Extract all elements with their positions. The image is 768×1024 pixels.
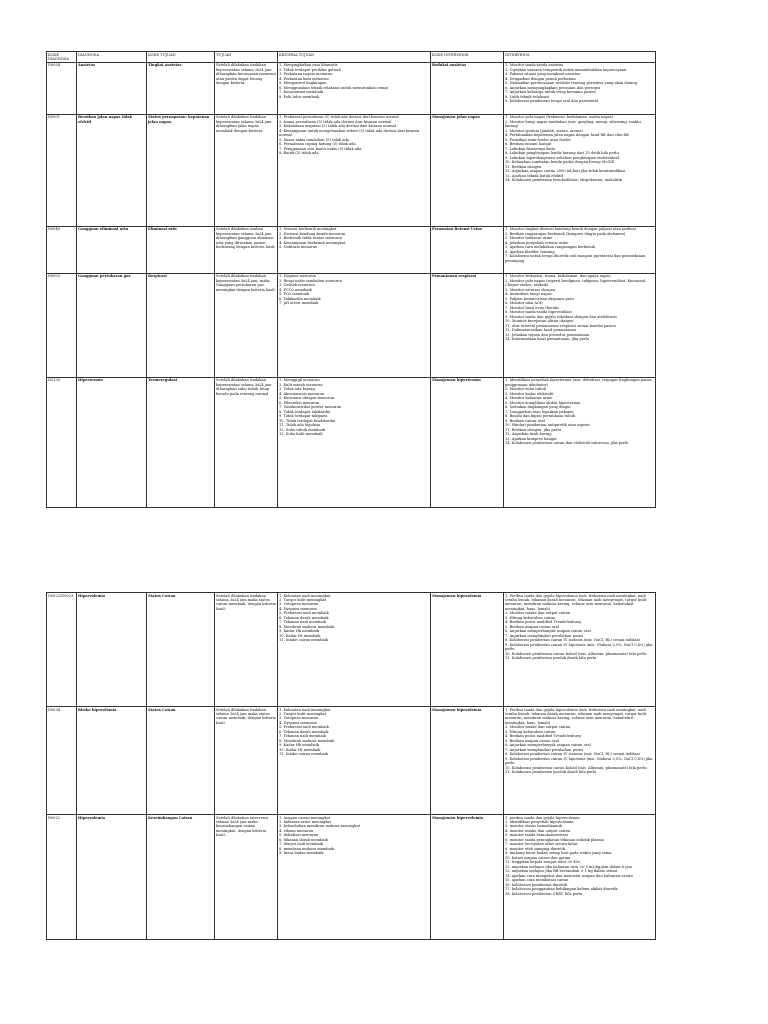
criteria-cell [278, 114, 431, 226]
criteria-item: 3. Berkemih tidak tuntas menurun [279, 236, 342, 241]
criteria-item: 9. Kadar Hb membaik [279, 743, 319, 748]
action-item: 17. kolaborasi penggantian kehilangan kalium akibat diuretik [505, 887, 618, 892]
criteria-item: 1. Sensasi berkemih meningkat [279, 227, 337, 232]
actions-cell [504, 377, 656, 507]
goal-cell: Setelah dilakukan tindakan keperawatan 3x24 jam, maka Gangguan pertukaran gas meningkat dengan kriteria hasil: [215, 273, 278, 377]
action-item: 2. Monitor bunyi napas tambahan (mis. gurgling, mengi, wheezing, ronkhi kering) [505, 119, 641, 129]
intervention-cell: Manajemen hipovolemia [431, 593, 504, 707]
action-item: 7. Anjurkan menghindari perubahan posisi [505, 747, 584, 752]
outcome-cell: Status Cairan [147, 593, 215, 707]
outcome-cell: Respirasi [147, 273, 215, 377]
action-item: 1. Identifikasi penyebab hipertermia (mis. dehidrasi, terpapar lingkungan panas, penggunaan inkubator) [505, 378, 653, 387]
criteria-cell [278, 707, 431, 815]
table-row [47, 62, 656, 114]
action-item: 3. Monitor kadar elektrolit [505, 391, 554, 396]
actions-cell [504, 707, 656, 815]
criteria-item: 1. Frekuensi pernafasan (5) tidak ada deviasi dari kisaran normal [279, 115, 399, 120]
action-item: 5. monitor tanda hemokonsentrasi [505, 833, 568, 838]
action-item: 4. monitor intake dan output cairan [505, 828, 571, 833]
action-item: 4. Dengarkan dengan penuh perhatian [505, 76, 576, 81]
diagnosis-cell: Hipervolemia [77, 593, 147, 707]
criteria-item: 7. pH arteri membaik [279, 301, 319, 306]
criteria-item: 3. Perkataan ragam menurun [279, 72, 333, 77]
outcome-cell: Status Cairan [147, 707, 215, 815]
action-item: 1. Monitor tingkat distensi kandung kemih dengan palpasi atau perkusi [505, 227, 636, 232]
intervention-cell: Pemantauan respirasi [431, 273, 504, 377]
criteria-item: 6. tekanan darah membaik [279, 837, 328, 842]
criteria-item: 7. Tekanan nadi membaik [279, 620, 326, 625]
action-item: 9. timbang berat badan setiap hari pada waktu yang sama [505, 851, 612, 856]
criteria-item: 6. Takikardia membaik [279, 296, 321, 301]
criteria-item: 12. Suhu tubuh membaik [279, 427, 325, 432]
action-item: 9. Lakukan hiperoksigenasi sebelum penghisapan endotrakeal [505, 155, 619, 160]
action-item: 4. Jelaskan penyebab retensi urine [505, 240, 569, 245]
goal-cell: Setelah dilakukan tindakan selama 3x24 jam maka status cairan membaik, dengan kriteria hasil: [215, 593, 278, 707]
action-item: 4. Pertahankan kepatenan jalan napas dengan head-lift dan chin-lift [505, 133, 629, 138]
diagnosis-cell: Bersihan jalan napas tidak efektif [77, 114, 147, 226]
action-item: 9. Kolaborasi pemberian cairan IV hipotonis (mis. Glukosa 2,5%, NaCl 0,4%) jika perlu [505, 756, 653, 766]
criteria-item: 5. Frekuensi nadi membaik [279, 611, 329, 616]
action-item: 1. Monitor frekuensi, irama, kedalaman, dan upaya napas [505, 274, 611, 279]
action-item: 7. Lakukan fisioterapi dada [505, 146, 555, 151]
action-item: 2. Ciptakan suasana terapeutik untuk menumbuhkan kepercayaan [505, 67, 627, 72]
header-diagnosis-code: KODE DIAGNOSA [47, 52, 77, 63]
action-item: 7. Kolaborasi untuk terapi diuretik oral maupun parenteral dan pemeriksaan penunjang [505, 254, 646, 263]
criteria-item: 8. membran mukosa membaik [279, 846, 335, 851]
action-item: 2. Monitor suhu tubuh [505, 387, 546, 392]
diagnosis-cell: Ansietas [77, 62, 147, 114]
criteria-item: 5. Nokturia menurun [279, 245, 318, 250]
diagnosis-code-cell: D0003 [47, 273, 77, 377]
diagnosis-code-cell: D0130 [47, 377, 77, 507]
action-item: 1. Monitor tanda-tanda ansietas [505, 63, 564, 68]
criteria-item: 10. Kadar Ht membaik [279, 747, 321, 752]
action-item: 8. Basahi dan kipasi permukaan tubuh [505, 414, 576, 419]
action-item: 15. ajarkan cara membatasi cairan [505, 878, 569, 883]
criteria-item: 8. Batuk (5) tidak ada [279, 151, 319, 156]
action-item: 2. Monitor intake dan output cairan [505, 611, 571, 616]
action-item: 10. Kolaborasi pemberian cairan koloid (mis. Albumin, plasmanate) bila perlu [505, 651, 647, 656]
criteria-item: 6. Tekanan darah membaik [279, 615, 329, 620]
diagnosis-code-cell: D0022/D0023 [47, 593, 77, 707]
action-item: 10. Hindari pemberian antipiretik atau aspirin [505, 423, 590, 428]
goal-cell: Setelah dilakukan tindakan keperawatan selama 3x24 jam diharapkan jalan napas membaik dengan kriteria: [215, 114, 278, 226]
action-item: 3. Monitor sputum (jumlah, warna, aroma) [505, 128, 583, 133]
criteria-item: 9. Tidak terdapat takipnea [279, 414, 328, 419]
criteria-item: 13. Suhu kulit membaik [279, 432, 323, 437]
action-item: 6. monitor tanda peningkatan tekanan onkotik plasma [505, 837, 604, 842]
criteria-item: 1. Menyingkirkan rasa khawatir [279, 63, 338, 68]
criteria-item: 4. Perkataan kata menurun [279, 76, 329, 81]
actions-cell [504, 815, 656, 940]
action-item: 6. Ajarkan bladder training [505, 249, 555, 254]
criteria-item: 8. Membran mukosa membaik [279, 624, 335, 629]
action-item: 13. Jelaskan tujuan dan prosedur pemantauan [505, 332, 590, 337]
action-item: 3. Monitor saturasi oksigen [505, 287, 556, 292]
criteria-item: 5. Konsumsi oksigen menurun [279, 396, 335, 401]
table-row [47, 114, 656, 226]
criteria-item: 2. Bunyi nafas tambahan menurun [279, 278, 342, 283]
actions-cell [504, 114, 656, 226]
care-plan-table-2 [46, 592, 656, 940]
criteria-item: 3. Kedalaman inspirasi (5) tidak ada deviasi dari kisaran normal [279, 124, 396, 129]
table-row [47, 593, 656, 707]
criteria-item: 3. Ortopnea menurun [279, 602, 319, 607]
action-item: 2. Monitor intake dan output cairan [505, 725, 571, 730]
criteria-item: 11. Intake cairan membaik [279, 752, 328, 757]
action-item: 10. Kolaborasi pemberian cairan koloid (mis. Albumin, plasmanate) bila perlu [505, 765, 647, 770]
action-item: 10. batasi asupan cairan dan garam [505, 855, 571, 860]
action-item: 8. monitor efek samping diuretik [505, 846, 565, 851]
table-row [47, 226, 656, 273]
header-intervention-code: KODE INTERVENSI [431, 52, 504, 63]
criteria-item: 4. Kemampuan berkemih meningkat [279, 240, 346, 245]
criteria-cell [278, 273, 431, 377]
table-row [47, 815, 656, 940]
criteria-item: 10. Tidak terdapat bradikardia [279, 418, 336, 423]
action-item: 1. Periksa tanda dan gejala hipovolemia (mis. frekuensi nadi meningkat, nadi teraba lemah, tekanan darah menurun, tekanan nadi menyempit, turgor kulit menurun, membran mukosa kering, volume urin menurun, hematokrit meningkat, haus, lemah) [505, 707, 647, 725]
diagnosis-code-cell: D0034 [47, 707, 77, 815]
action-item: 8. Kolaborasi pemberian cairan IV isotonis (mis. NaCl, RL) sesuai indikasi [505, 638, 640, 643]
criteria-item: 1. Kekuatan nadi meningkat [279, 707, 331, 712]
criteria-item: 4. Kemampuan untuk mengeluarkan sekret (5) tidak ada deviasi dari kisaran normal [279, 128, 420, 138]
action-item: 5. Monitor komplikasi akibat hipertermia [505, 400, 581, 405]
table-header-row [47, 52, 656, 63]
action-item: 1. periksa tanda dan gejala hipervolemia [505, 815, 580, 820]
criteria-item: 10. Kadar Ht membaik [279, 633, 321, 638]
criteria-item: 5. Suara nafas tambahan (5) tidak ada [279, 137, 349, 142]
action-item: 5. Berikan asupan cairan oral [505, 624, 559, 629]
criteria-item: 3. kelembaban membran mukosa meningkat [279, 824, 361, 829]
diagnosis-cell: Hipervolemia [77, 815, 147, 940]
action-item: 4. Monitor haluaran urine [505, 396, 553, 401]
action-item: 7. Anjurkan keluarga untuk tetap bersama pasien [505, 90, 596, 95]
action-item: 11. tinggikan kepala tempat tidur 30-40o [505, 860, 581, 865]
intervention-cell: Manajemen hipertermia [431, 377, 504, 507]
action-item: 16. kolaborasi pemberian diuretik [505, 882, 568, 887]
action-item: 7. monitor kecepatan infus secara ketat [505, 842, 578, 847]
header-goal: TUJUAN [215, 52, 278, 63]
diagnosis-code-cell: D0022 [47, 815, 77, 940]
action-item: 1. Monitor pola napas (frekuensi, kedalaman, usaha napas) [505, 115, 614, 120]
action-item: 13. anjurkan melapor jika BB bertambah > 1 kg dalam sehari [505, 869, 618, 874]
action-item: 6. Anjurkan mengungkapkan perasaan dan persepsi [505, 85, 601, 90]
action-item: 12. Dokumentasikan hasil pemantauan [505, 328, 576, 333]
goal-cell: Setelah dilakukan asuhan keperawatan selama 3x24 jam diharapkan gangguan eliminasi urin yang dirasakan pasien berkurang dengan kriteria hasil: [215, 226, 278, 273]
action-item: 3. Hitung kebutuhan cairan [505, 615, 556, 620]
action-item: 7. Anjurkan menghindari perubahan posisi [505, 633, 584, 638]
criteria-item: 4. edema menurun [279, 828, 314, 833]
action-item: 8. Monitor tanda-tanda hipoventilasi [505, 310, 572, 315]
diagnosis-cell: Gangguan pertukaran gas [77, 273, 147, 377]
criteria-item: 4. Akrosianosis menurun [279, 391, 325, 396]
table-1-body [47, 62, 656, 507]
criteria-item: 4. Dyspnea menurun [279, 720, 317, 725]
action-item: 9. Kolaborasi pemberian cairan IV hipotonis (mis. Glukosa 2,5%, NaCl 0,4%) jika perlu [505, 642, 653, 652]
action-item: 3. Monitor haluaran urine [505, 236, 553, 241]
criteria-item: 7. Konsentrasi membaik [279, 90, 324, 95]
action-item: 9. Berikan cairan oral [505, 418, 545, 423]
criteria-item: 8. Membran mukosa membaik [279, 738, 335, 743]
goal-cell: Setelah dilakukan intervensi selama 3x24 jam maka keseimbangan cairan meningkat, dengan kriteria hasil: [215, 815, 278, 940]
criteria-item: 7. Vasokonstriksi perifer menurun [279, 405, 342, 410]
goal-cell: Setelah dilakukan tindakan keperawatan selama 3x24 jam diharapkan kecemasan menurun atau pasien dapat tenang dengan kriteria: [215, 62, 278, 114]
action-item: 8. Kolaborasi pemberian cairan IV isotonis (mis. NaCl, RL) sesuai indikasi [505, 752, 640, 757]
criteria-item: 9. Kadar Hb membaik [279, 629, 319, 634]
criteria-item: 6. Piloereksi menurun [279, 400, 320, 405]
action-item: 5. Posisikan semi-fowler atau fowler [505, 137, 571, 142]
action-item: 12. anjurkan melapor jika haluaran urin <0,5 mL/kg/jam dalam 6 jam [505, 864, 632, 869]
criteria-item: 2. Distensi kandung kemih menurun [279, 231, 346, 236]
action-item: 7. Longgarkan atau lepaskan pakaian [505, 409, 574, 414]
actions-cell [504, 62, 656, 114]
action-item: 8. Lakukan penghisapan lendir kurang dari 15 detik bila perlu [505, 151, 619, 156]
criteria-item: 2. Irama pernafasan (5) tidak ada deviasi dari kisaran normal [279, 119, 392, 124]
action-item: 5. Ajarkan cara melakukan rangsangan berkemih [505, 245, 596, 250]
criteria-item: 1. Asupan cairan meningkat [279, 815, 331, 820]
action-item: 18. kolaborasi pemberian CRRT, bila perlu [505, 891, 583, 896]
criteria-cell [278, 226, 431, 273]
header-intervention: INTERVENSI [504, 52, 656, 63]
intervention-cell: Manajemen hipervolemia [431, 815, 504, 940]
table-row [47, 707, 656, 815]
action-item: 3. monitor status hemodinamik [505, 824, 562, 829]
diagnosis-cell: Hipertermia [77, 377, 147, 507]
action-item: 6. Monitor nilai AGD [505, 301, 543, 306]
criteria-item: 2. Turgor kulit meningkat [279, 711, 327, 716]
criteria-item: 6. Menggunakan teknik relaksasi untuk menurunkan cemas [279, 85, 389, 90]
action-item: 2. Monitor pola napas (seperti bradipnea, takipnea, hiperventilasi, Kussmaul, Cheyne-stokes, ataksik) [505, 278, 647, 288]
action-item: 6. Berikan minum hangat [505, 142, 552, 147]
intervention-cell: Reduksi ansietas [431, 62, 504, 114]
criteria-item: 4. Dyspnea menurun [279, 606, 317, 611]
action-item: 11. Berikan oksigen, jika perlu [505, 427, 561, 432]
action-item: 8. Latih teknik relaksasi [505, 94, 549, 99]
action-item: 11. Kolaborasi pemberian produk darah bila perlu [505, 770, 597, 775]
criteria-cell [278, 815, 431, 940]
action-item: 10. Keluarkan sumbatan benda padat dengan forsep McGill [505, 160, 614, 165]
action-item: 2. Berikan rangsangan berkemih (kompres dingin pada abdomen) [505, 231, 626, 236]
criteria-item: 7. Tekanan nadi membaik [279, 734, 326, 739]
action-item: 5. Berikan asupan cairan oral [505, 738, 559, 743]
actions-cell [504, 273, 656, 377]
intervention-cell: Manajemen jalan napas [431, 114, 504, 226]
action-item: 7. Monitor hasil x-ray thoraks [505, 305, 560, 310]
intervention-cell: Manajemen hipovolemia [431, 707, 504, 815]
criteria-item: 11. Intake cairan membaik [279, 638, 328, 643]
criteria-item: 5. dehidrasi menurun [279, 833, 319, 838]
action-item: 5. Diskusikan perencanaan realistis tentang peristiwa yang akan datang [505, 81, 638, 86]
criteria-item: 5. PO2 membaik [279, 292, 310, 297]
action-item: 3. Pahami situasi yang membuat ansietas [505, 72, 581, 77]
action-item: 12. Anjurkan asupan cairan 2000 ml/hari jika tidak kontraindikasi [505, 169, 626, 174]
action-item: 14. ajarkan cara mengukur dan mencatat asupan dan haluaran cairan [505, 873, 633, 878]
criteria-item: 6. Tekanan darah membaik [279, 729, 329, 734]
criteria-item: 2. Tidak terdapat perilaku gelisah [279, 67, 341, 72]
header-criteria: KRITERIA TUJUAN [278, 52, 431, 63]
criteria-item: 1. Kekuatan nadi meningkat [279, 593, 331, 598]
action-item: 4. Berikan posisi modified Trendelenburg [505, 620, 581, 625]
criteria-cell [278, 62, 431, 114]
action-item: 4. Berikan posisi modified Trendelenburg [505, 734, 581, 739]
action-item: 13. Ajarkan kompres hangat [505, 436, 557, 441]
criteria-item: 1. Menggigil menurun [279, 378, 320, 383]
outcome-cell: Keseimbangan Cairan [147, 815, 215, 940]
action-item: 11. Atur interval pemantauan respirasi sesuai kondisi pasien [505, 323, 616, 328]
criteria-item: 2. Turgor kulit meningkat [279, 597, 327, 602]
action-item: 11. Kolaborasi pemberian produk darah bila perlu [505, 656, 597, 661]
action-item: 14. Kolaborasi pemberian cairan dan elektrolit intravena, jika perlu [505, 441, 629, 446]
action-item: 14. Kolaborasi pemberian bronkodilator, ekspektoran, mukolitik [505, 178, 622, 183]
action-item: 9. Kolaborasi pemberian terapi oral dan parenteral [505, 99, 599, 104]
action-item: 1. Periksa tanda dan gejala hipovolemia (mis. frekuensi nadi meningkat, nadi teraba lemah, tekanan darah menurun, tekanan nadi menyempit, turgor kulit menurun, membran mukosa kering, volume urin menurun, hematokrit meningkat, haus, lemah) [505, 593, 647, 611]
diagnosis-cell: Gangguan eliminasi urin [77, 226, 147, 273]
diagnosis-cell: Risiko hipovolemia [77, 707, 147, 815]
diagnosis-code-cell: D0001 [47, 114, 77, 226]
criteria-item: 5. Frekuensi nadi membaik [279, 725, 329, 730]
criteria-item: 3. Gelisah menurun [279, 283, 315, 288]
action-item: 12. Anjurkan tirah baring [505, 432, 552, 437]
outcome-cell: Eliminasi urin [147, 226, 215, 273]
criteria-item: 8. Tidak terdapat takikardia [279, 409, 331, 414]
criteria-cell [278, 377, 431, 507]
action-item: 5. Palpasi kesimetrisan ekspansi paru [505, 296, 574, 301]
goal-cell: Setelah dilakukan tindakan selama 3x24 jam maka status cairan membaik, dengan kriteria hasil: [215, 707, 278, 815]
goal-cell: Setelah dilakukan tindakan keperawatan selama 3x24 jam diharapkan suhu tubuh tetap berada pada rentang normal [215, 377, 278, 507]
criteria-item: 6. Pernafasan cuping hidung (5) tidak ada [279, 142, 356, 147]
actions-cell [504, 593, 656, 707]
criteria-item: 9. berat badan membaik [279, 851, 324, 856]
table-2-body [47, 593, 656, 940]
criteria-item: 3. Ortopnea menurun [279, 716, 319, 721]
outcome-cell: Tingkat ansietas [147, 62, 215, 114]
action-item: 11. Berikan oksigen [505, 164, 542, 169]
action-item: 4. Auskultasi bunyi napas [505, 292, 552, 297]
outcome-cell: Termoregulasi [147, 377, 215, 507]
action-item: 9. Monitor tanda dan gejala toksikasi oksigen dan atelektasis [505, 314, 617, 319]
criteria-item: 2. Kulit merah menurun [279, 382, 323, 387]
diagnosis-code-cell: D0054 [47, 62, 77, 114]
criteria-item: 1. Dispnea menurun [279, 274, 316, 279]
action-item: 3. Hitung kebutuhan cairan [505, 729, 556, 734]
action-item: 10. Monitor kecepatan aliran oksigen [505, 319, 574, 324]
header-outcome-code: KODE TUJUAN [147, 52, 215, 63]
criteria-item: 2. haluaran urine meningkat [279, 819, 332, 824]
actions-cell [504, 226, 656, 273]
diagnosis-code-cell: D0040 [47, 226, 77, 273]
action-item: 14. Informasikan hasil pemantauan, jika perlu [505, 337, 590, 342]
care-plan-table-1 [46, 51, 656, 508]
criteria-cell [278, 593, 431, 707]
action-item: 6. Anjurkan memperbanyak asupan cairan oral [505, 743, 591, 748]
criteria-item: 7. Penggunaan otot bantu nafas (5) tidak ada [279, 146, 362, 151]
header-diagnosis: DIAGNOSA [77, 52, 147, 63]
table-row [47, 273, 656, 377]
action-item: 2. identifikasi penyebab hipervolemia [505, 819, 574, 824]
criteria-item: 5. Mengontrol lingkungan [279, 81, 327, 86]
action-item: 6. Anjurkan memperbanyak asupan cairan oral [505, 629, 591, 634]
intervention-cell: Perawatan Retensi Urine [431, 226, 504, 273]
table-row [47, 377, 656, 507]
action-item: 13. Ajarkan teknik batuk efektif [505, 173, 563, 178]
criteria-item: 3. Tidak ada kejang [279, 387, 315, 392]
action-item: 6. Sediakan lingkungan yang dingin [505, 405, 571, 410]
criteria-item: 11. Tidak ada hipoksia [279, 423, 321, 428]
criteria-item: 7. denyut nadi membaik [279, 842, 324, 847]
criteria-item: 4. PCO2 membaik [279, 287, 312, 292]
criteria-item: 8. Pola tidur membaik [279, 94, 320, 99]
outcome-cell: Status pernapasan: kepatenan jalan napas. [147, 114, 215, 226]
